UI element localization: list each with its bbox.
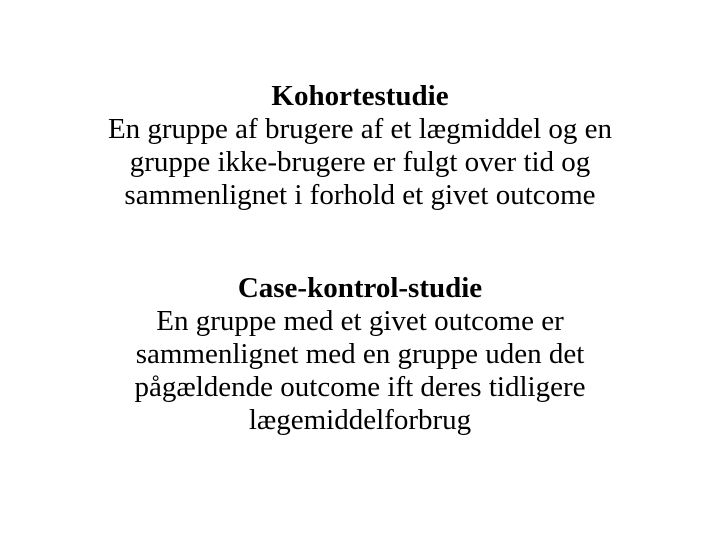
cohort-study-line-2: gruppe ikke-brugere er fulgt over tid og [129,146,591,178]
cohort-study-section [60,80,660,212]
case-control-study-line-2: sammenlignet med en gruppe uden det [135,338,585,370]
case-control-study-line-3: pågældende outcome ift deres tidligere [134,371,586,403]
case-control-study-line-4: lægemiddelforbrug [248,404,472,436]
case-control-study-heading: Case-kontrol-studie [237,272,483,304]
case-control-study-line-1: En gruppe med et givet outcome er [156,305,564,337]
case-control-study-section [60,272,660,437]
cohort-study-line-1: En gruppe af brugere af et lægmiddel og en [107,113,613,145]
cohort-study-heading: Kohortestudie [271,80,449,112]
cohort-study-line-3: sammenlignet i forhold et givet outcome [124,179,596,211]
